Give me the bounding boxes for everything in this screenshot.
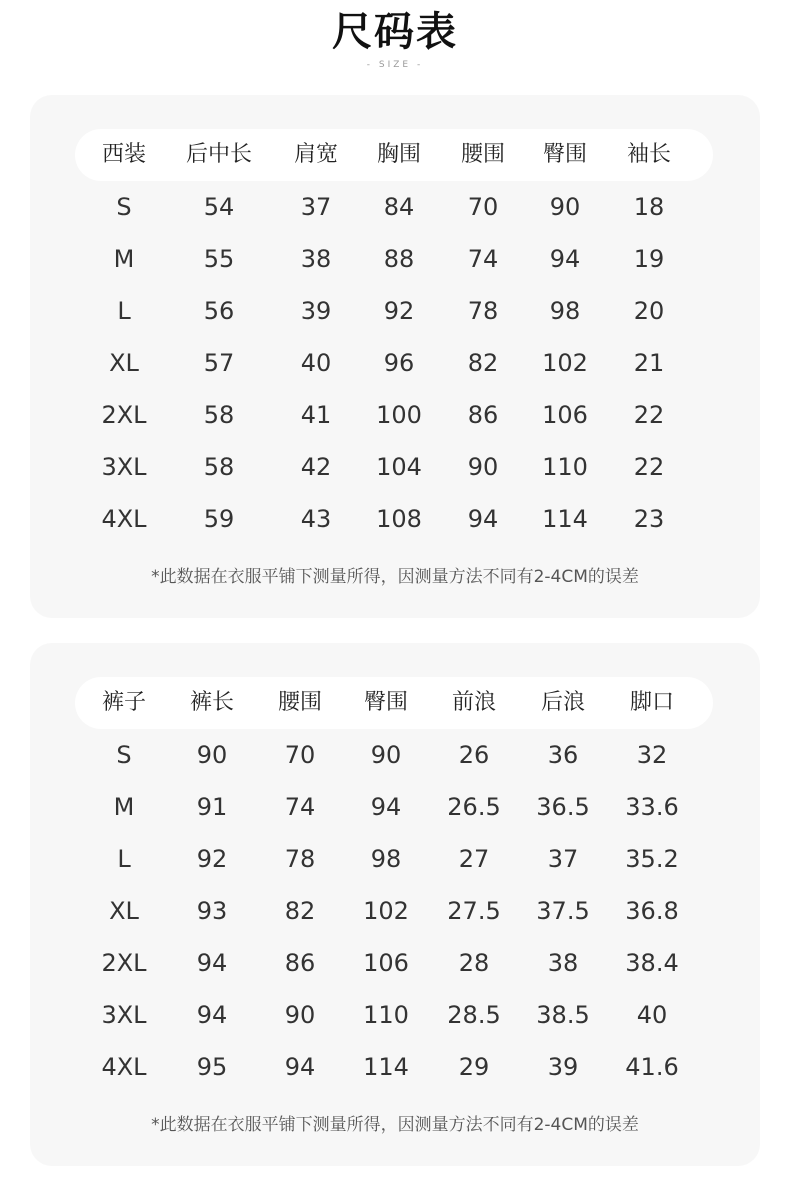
table-cell: 20 [633, 297, 665, 325]
header-cell: 臀围 [542, 142, 587, 167]
size-label: XL [109, 349, 139, 377]
measurement-note: *此数据在衣服平铺下测量所得，因测量方法不同有2-4CM的误差 [151, 567, 639, 587]
table-cell: 22 [633, 453, 665, 481]
table-cell: 98 [549, 297, 581, 325]
header-cell: 肩宽 [293, 142, 338, 167]
table-cell: 22 [633, 401, 665, 429]
table-cell: 88 [383, 245, 415, 273]
table-cell: 92 [383, 297, 415, 325]
table-cell: 102 [542, 349, 588, 377]
page-title: 尺码表 [332, 8, 458, 55]
table-cell: 70 [467, 193, 499, 221]
table-cell: 94 [467, 505, 499, 533]
table-cell: 38 [547, 949, 579, 977]
table-cell: 96 [383, 349, 415, 377]
table-cell: 43 [300, 505, 332, 533]
table-cell: 93 [196, 897, 228, 925]
size-label: 2XL [101, 949, 147, 977]
table-cell: 94 [196, 1001, 228, 1029]
table-cell: 90 [467, 453, 499, 481]
table-cell: 28 [458, 949, 490, 977]
table-cell: 40 [300, 349, 332, 377]
table-cell: 95 [196, 1053, 228, 1081]
table-cell: 90 [284, 1001, 316, 1029]
table-cell: 98 [370, 845, 402, 873]
table-cell: 114 [363, 1053, 409, 1081]
table-cell: 82 [467, 349, 499, 377]
size-label: 2XL [101, 401, 147, 429]
size-label: 3XL [101, 1001, 147, 1029]
table-cell: 41 [300, 401, 332, 429]
table-cell: 42 [300, 453, 332, 481]
header-cell: 脚口 [629, 690, 674, 715]
table-cell: 94 [370, 793, 402, 821]
table-cell: 32 [636, 741, 668, 769]
table-cell: 36 [547, 741, 579, 769]
table-cell: 110 [363, 1001, 409, 1029]
size-label: 3XL [101, 453, 147, 481]
header-cell: 后中长 [185, 142, 252, 167]
table-cell: 26 [458, 741, 490, 769]
header-cell: 裤子 [101, 690, 146, 715]
table-cell: 18 [633, 193, 665, 221]
table-cell: 94 [284, 1053, 316, 1081]
table-cell: 38.5 [536, 1001, 590, 1029]
table-cell: 54 [203, 193, 235, 221]
table-cell: 94 [549, 245, 581, 273]
size-label: S [116, 193, 132, 221]
table-cell: 28.5 [447, 1001, 501, 1029]
table-cell: 58 [203, 401, 235, 429]
table-cell: 106 [363, 949, 409, 977]
table-cell: 23 [633, 505, 665, 533]
header-cell: 袖长 [626, 142, 671, 167]
table-cell: 35.2 [625, 845, 679, 873]
table-cell: 36.5 [536, 793, 590, 821]
size-label: 4XL [101, 505, 147, 533]
header-cell: 后浪 [540, 690, 585, 715]
table-cell: 78 [284, 845, 316, 873]
table-cell: 78 [467, 297, 499, 325]
table-cell: 92 [196, 845, 228, 873]
table-cell: 86 [284, 949, 316, 977]
table-cell: 74 [284, 793, 316, 821]
size-label: M [113, 793, 135, 821]
table-cell: 21 [633, 349, 665, 377]
table-cell: 90 [549, 193, 581, 221]
measurement-note: *此数据在衣服平铺下测量所得，因测量方法不同有2-4CM的误差 [151, 1115, 639, 1135]
table-cell: 36.8 [625, 897, 679, 925]
size-label: L [117, 845, 131, 873]
table-cell: 57 [203, 349, 235, 377]
header-cell: 臀围 [363, 690, 408, 715]
table-cell: 37.5 [536, 897, 590, 925]
size-label: XL [109, 897, 139, 925]
table-cell: 110 [542, 453, 588, 481]
table-cell: 104 [376, 453, 422, 481]
table-cell: 37 [547, 845, 579, 873]
table-cell: 70 [284, 741, 316, 769]
table-cell: 91 [196, 793, 228, 821]
table-cell: 55 [203, 245, 235, 273]
table-cell: 38 [300, 245, 332, 273]
table-cell: 86 [467, 401, 499, 429]
header-cell: 裤长 [189, 690, 234, 715]
table-cell: 74 [467, 245, 499, 273]
size-label: 4XL [101, 1053, 147, 1081]
pants-size-table [30, 643, 760, 1166]
table-cell: 114 [542, 505, 588, 533]
size-label: M [113, 245, 135, 273]
size-label: L [117, 297, 131, 325]
table-cell: 29 [458, 1053, 490, 1081]
header-cell: 胸围 [376, 142, 421, 167]
header-cell: 前浪 [451, 690, 496, 715]
header-cell: 西装 [101, 142, 146, 167]
suit-size-table [30, 95, 760, 618]
table-cell: 56 [203, 297, 235, 325]
table-cell: 106 [542, 401, 588, 429]
table-cell: 39 [300, 297, 332, 325]
table-cell: 90 [370, 741, 402, 769]
table-cell: 37 [300, 193, 332, 221]
table-cell: 102 [363, 897, 409, 925]
table-cell: 38.4 [625, 949, 679, 977]
table-cell: 100 [376, 401, 422, 429]
table-cell: 59 [203, 505, 235, 533]
table-cell: 84 [383, 193, 415, 221]
table-cell: 26.5 [447, 793, 501, 821]
header-cell: 腰围 [460, 142, 505, 167]
table-cell: 39 [547, 1053, 579, 1081]
table-cell: 19 [633, 245, 665, 273]
table-cell: 90 [196, 741, 228, 769]
table-cell: 41.6 [625, 1053, 679, 1081]
table-cell: 94 [196, 949, 228, 977]
table-cell: 27.5 [447, 897, 501, 925]
table-cell: 58 [203, 453, 235, 481]
table-cell: 40 [636, 1001, 668, 1029]
table-cell: 33.6 [625, 793, 679, 821]
table-cell: 27 [458, 845, 490, 873]
page-subtitle: - SIZE - [366, 60, 424, 70]
size-label: S [116, 741, 132, 769]
header-cell: 腰围 [277, 690, 322, 715]
table-cell: 82 [284, 897, 316, 925]
table-cell: 108 [376, 505, 422, 533]
